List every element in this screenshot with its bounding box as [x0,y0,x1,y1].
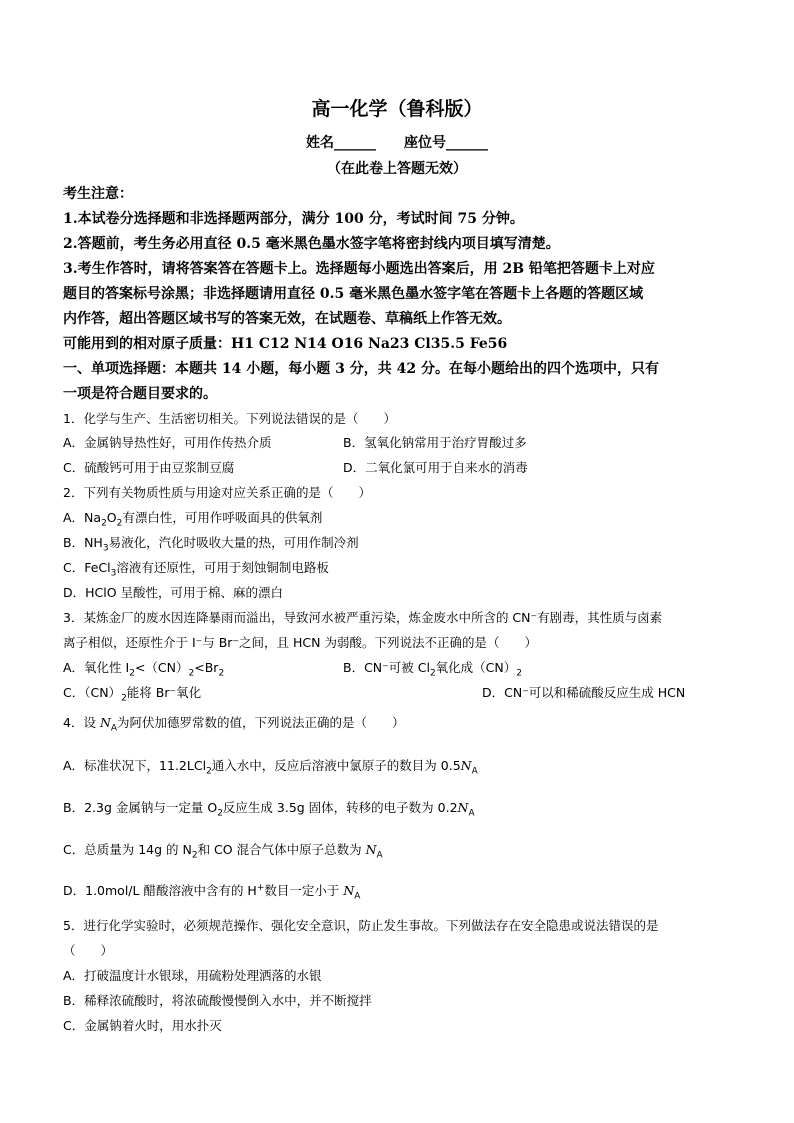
notice-item-2: 2.答题前，考生务必用直径 0.5 毫米黑色墨水签字笔将密封线内项目填写清楚。 [63,236,560,252]
q3-option-c: C．$(CN)_2$能将 Br⁻氧化 [63,685,202,704]
page-title: 高一化学（鲁科版） [311,98,483,120]
section-heading-line-2: 一项是符合题目要求的。 [63,386,217,402]
q3-option-b: B．CN⁻可被 $Cl_2$氧化成$(CN)_2$ [343,660,522,679]
q2-option-a: A．$Na_2O_2$有漂白性，可用作呼吸面具的供氧剂 [63,510,323,529]
section-heading-line-1: 一、单项选择题：本题共 14 小题，每小题 3 分，共 42 分。在每小题给出的四个选项中，只有 [63,361,659,377]
notice-item-3-line-1: 3.考生作答时，请将答案答在答题卡上。选择题每小题选出答案后，用 2B 铅笔把答题卡上对应 [63,261,655,277]
q5-option-a: A．打破温度计水银球，用硫粉处理洒落的水银 [63,968,322,983]
atomic-mass-line: 可能用到的相对原子质量：H1 C12 N14 O16 Na23 Cl35.5 Fe56 [63,336,508,352]
q4-option-c: C．总质量为 14g 的 $N_2$和 CO 混合气体中原子总数为 $N_A$ [63,842,383,861]
q4-stem: 4．设 $N_A$为阿伏加德罗常数的值，下列说法正确的是（ ） [63,715,405,734]
q2-option-d: D．HClO 呈酸性，可用于棉、麻的漂白 [63,585,284,600]
q4-option-d: D．1.0mol/L 醋酸溶液中含有的 H+数目一定小于 $N_A$ [63,882,361,902]
q5-option-c: C．金属钠着火时，用水扑灭 [63,1018,222,1033]
q1-option-c: C．硫酸钙可用于由豆浆制豆腐 [63,460,235,475]
q1-option-b: B．氢氧化钠常用于治疗胃酸过多 [343,435,527,450]
q3-option-d: D．CN⁻可以和稀硫酸反应生成 HCN [482,685,686,700]
q5-stem-line-1: 5．进行化学实验时，必须规范操作、强化安全意识，防止发生事故。下列做法存在安全隐患或说法错误的是 [63,918,659,933]
q2-option-b: B．$NH_3$易液化，汽化时吸收大量的热，可用作制冷剂 [63,535,359,554]
q4-option-b: B．2.3g 金属钠与一定量 $O_2$反应生成 3.5g 固体，转移的电子数为 $0.2N_A$ [63,800,475,819]
name-seat-row [0,132,794,152]
q1-stem: 1．化学与生产、生活密切相关。下列说法错误的是（ ） [63,411,396,426]
q5-option-b: B．稀释浓硫酸时，将浓硫酸慢慢倒入水中，并不断搅拌 [63,993,372,1008]
answer-note: （在此卷上答题无效） [327,161,467,177]
q4-option-a: A．标准状况下，11.2LCl$_2$通入水中，反应后溶液中氯原子的数目为 $0.5N_A$ [63,758,478,777]
name-field-label: 姓名______ [306,135,376,151]
q5-stem-line-2: （ ） [63,943,114,958]
notice-heading: 考生注意： [63,186,133,202]
notice-item-3-line-3: 内作答，超出答题区域书写的答案无效，在试题卷、草稿纸上作答无效。 [63,311,511,327]
q3-stem-line-1: 3．某炼金厂的废水因连降暴雨而溢出，导致河水被严重污染，炼金废水中所含的 CN⁻有剧毒，其性质与卤素 [63,610,663,625]
notice-item-1: 1.本试卷分选择题和非选择题两部分，满分 100 分，考试时间 75 分钟。 [63,211,524,227]
q2-option-c: C．FeCl$_3$溶液有还原性，可用于刻蚀铜制电路板 [63,560,329,579]
notice-item-3-line-2: 题目的答案标号涂黑；非选择题请用直径 0.5 毫米黑色墨水签字笔在答题卡上各题的答题区域 [63,286,644,302]
q1-option-d: D．二氧化氯可用于自来水的消毒 [343,460,528,475]
q3-option-a: A．氧化性 $I_2<(CN)_2<Br_2$ [63,660,225,679]
q2-stem: 2．下列有关物质性质与用途对应关系正确的是（ ） [63,485,371,500]
seat-field-label: 座位号______ [404,135,488,151]
q1-option-a: A．金属钠导热性好，可用作传热介质 [63,435,272,450]
q3-stem-line-2: 离子相似，还原性介于 I⁻与 Br⁻之间，且 HCN 为弱酸。下列说法不正确的是（ ） [63,635,537,650]
